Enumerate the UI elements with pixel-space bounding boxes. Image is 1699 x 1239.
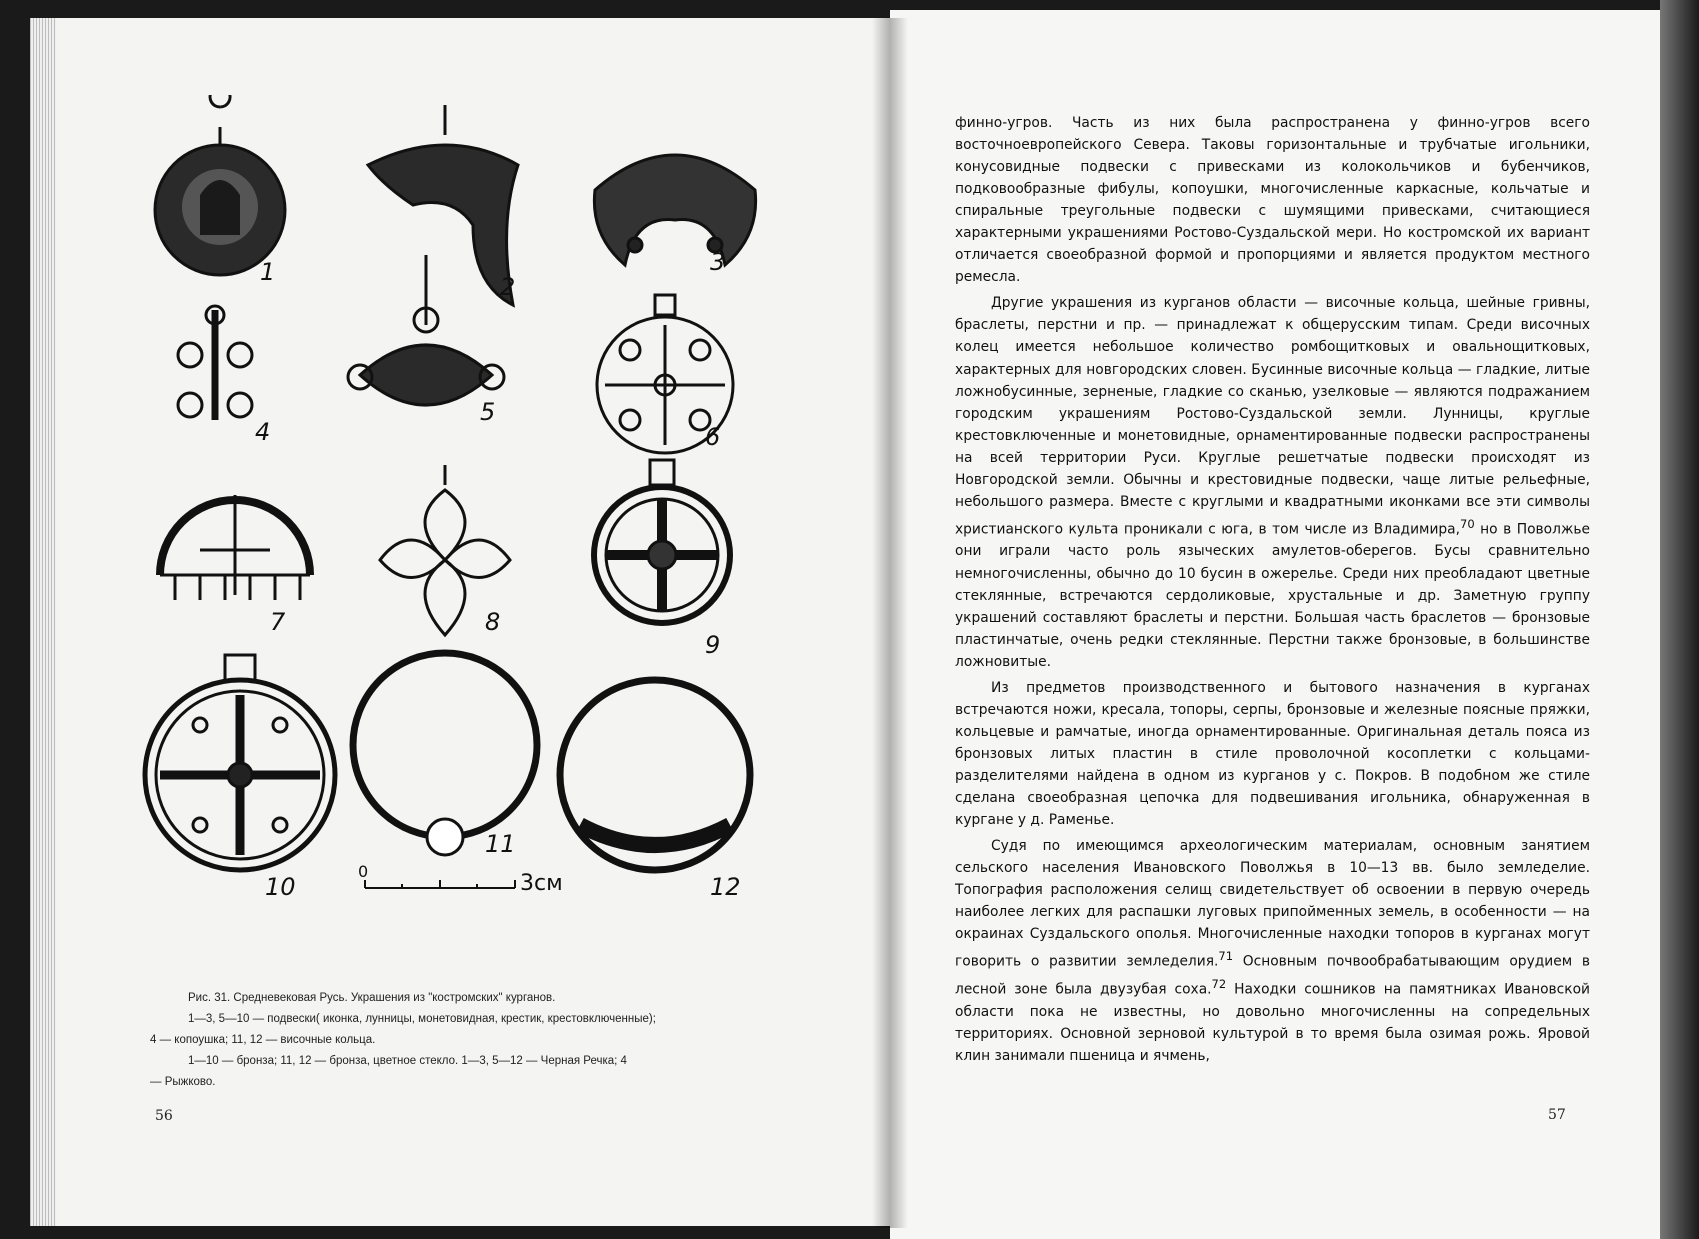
- label-9: 9: [705, 631, 721, 659]
- page-edges: [30, 18, 56, 1226]
- item-1-icon-pendant: [155, 95, 285, 275]
- scale-label: 3см: [520, 871, 563, 896]
- item-12-temple-ring: [560, 680, 750, 870]
- page-number-right: 57: [1548, 1107, 1566, 1123]
- paragraph-1: финно-угров. Часть из них была распространена у финно-угров всего восточноевропейского Севера. Таковы горизонтальные и трубчатые игольники, конусовидные подвески с привесками из колокольчиков и бубенчиков, подковообразные фибулы, копоушки, многочисленные каркасные, кольчатые и спиральные треугольные подвески с шумящими привесками, считающиеся характерными украшениями Ростово-Суздальской мери. Но костромской их вариант отличается своеобразной формой и пропорциями и является продуктом местного ремесла.: [955, 115, 1590, 286]
- caption-line-5: — Рыжково.: [150, 1076, 216, 1088]
- caption-line-1: Рис. 31. Средневековая Русь. Украшения из "костромских" курганов.: [188, 992, 556, 1004]
- paragraph-2: Другие украшения из курганов области — височные кольца, шейные гривны, браслеты, перстни и пр. — принадлежат к общерусским типам. Среди височных колец имеется небольшое количество ромбощитковых и овальнощитковых, характерных для новгородских словен. Бусинные височные кольца — гладкие, литые ложнобусинные, зерненые, гладкие со сканью, узелковые — являются подражанием городским украшениям Ростово-Суздальской земли. Лунницы, круглые крестовключенные и монетовидные, орнаментированные подвески распространены на всей территории Руси. Круглые решетчатые подвески происходят из Новгородской земли. Обычны и крестовидные подвески, чаще литые рельефные, небольшого размера. Вместе с круглыми и квадратными иконками все эти символы христианского культа проникали с юга, в том числе из Владимира,$^{70}$ но в Поволжье они играли часто роль языческих амулетов-оберегов. Бусы сравнительно немногочисленны, обычно до 10 бусин в ожерелье. Среди них преобладают цветные стеклянные, встречаются сердоликовые, хрустальные и др. Заметную группу украшений составляют браслеты и перстни. Большая часть браслетов — бронзовые пластинчатые, очень редки стеклянные. Перстни также бронзовые, в большинстве ложновитые.: [955, 295, 1590, 670]
- label-11: 11: [485, 830, 516, 858]
- jewelry-figure: [140, 95, 830, 985]
- page-number-left: 56: [155, 1108, 173, 1124]
- book-gutter: [872, 18, 908, 1228]
- paragraph-3: Из предметов производственного и бытового назначения в курганах встречаются ножи, кресала, топоры, серпы, бронзовые и железные поясные пряжки, кольцевые и рамчатые, иногда орнаментированные. Оригинальная деталь пояса из бронзовых литых пластин в стиле проволочной косоплетки с кольцами-разделителями найдена в одном из курганов у с. Покров. В подобном же стиле сделана своеобразная цепочка для подвешивания игольника, обнаруженная в кургане у д. Раменье.: [955, 679, 1590, 829]
- caption-line-4: 1—10 — бронза; 11, 12 — бронза, цветное стекло. 1—3, 5—12 — Черная Речка; 4: [188, 1055, 627, 1067]
- caption-line-3: 4 — копоушка; 11, 12 — височные кольца.: [150, 1034, 376, 1046]
- item-7-arched-pendant: [160, 495, 310, 600]
- paragraph-4: Судя по имеющимся археологическим материалам, основным занятием сельского населения Ивановского Поволжья в 10—13 вв. было земледелие. Топография расположения селищ свидетельствует об освоении в первую очередь наиболее легких для распашки луговых припойменных земель, в особенности — на окраинах Суздальского ополья. Многочисленные находки топоров в курганах могут говорить о развитии земледелия.$^{71}$ Основным почвообрабатывающим орудием в лесной зоне была двузубая соха.$^{72}$ Находки сошников на памятниках Ивановской области пока не известны, но довольно многочисленны на сопредельных территориях. Основной зерновой культурой в то время была озимая рожь. Яровой клин занимали пшеница и ячмень,: [955, 838, 1590, 1064]
- background-edge: [1660, 0, 1699, 1239]
- item-9-circular-pendant: [594, 460, 730, 623]
- label-3: 3: [710, 248, 726, 276]
- item-4-ear-spoon: [178, 306, 252, 420]
- label-10: 10: [265, 873, 296, 901]
- figure-caption: [150, 988, 800, 1093]
- label-7: 7: [270, 608, 286, 636]
- item-11-temple-ring: [353, 653, 537, 855]
- item-3-lunula: [594, 155, 755, 265]
- body-text: [955, 112, 1590, 1067]
- item-2-lunula: [368, 105, 518, 305]
- item-5-cross: [348, 255, 504, 405]
- label-12: 12: [710, 873, 741, 901]
- label-5: 5: [480, 398, 496, 426]
- label-4: 4: [255, 418, 271, 446]
- label-8: 8: [485, 608, 501, 636]
- item-10-large-pendant: [145, 655, 335, 870]
- label-6: 6: [705, 423, 721, 451]
- footnote-71: 71: [1218, 949, 1234, 964]
- label-1: 1: [260, 258, 276, 286]
- caption-line-2: 1—3, 5—10 — подвески( иконка, лунницы, монетовидная, крестик, крестовключенные);: [188, 1013, 656, 1025]
- jewelry-illustration: [140, 95, 830, 985]
- scale-zero: 0: [358, 862, 369, 881]
- footnote-70: 70: [1460, 516, 1475, 531]
- footnote-72: 72: [1211, 976, 1227, 991]
- label-2: 2: [500, 273, 516, 301]
